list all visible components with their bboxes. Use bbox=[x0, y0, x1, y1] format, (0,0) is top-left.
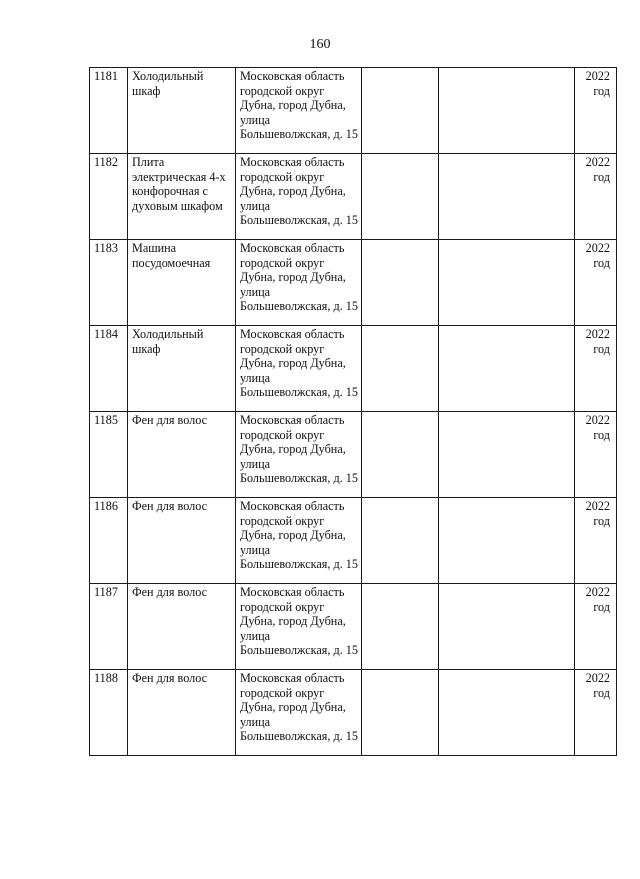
empty-cell bbox=[362, 412, 439, 498]
empty-cell bbox=[362, 584, 439, 670]
item-address: Московская область городской округ Дубна, город Дубна, улица Большеволжская, д. 15 bbox=[236, 498, 362, 584]
page-number: 160 bbox=[309, 37, 331, 52]
empty-cell bbox=[362, 498, 439, 584]
item-year: 2022 год bbox=[575, 584, 617, 670]
item-address: Московская область городской округ Дубна, город Дубна, улица Большеволжская, д. 15 bbox=[236, 670, 362, 756]
empty-cell bbox=[362, 154, 439, 240]
item-year: 2022 год bbox=[575, 498, 617, 584]
item-name: Холодильный шкаф bbox=[128, 326, 236, 412]
item-year: 2022 год bbox=[575, 154, 617, 240]
item-address: Московская область городской округ Дубна, город Дубна, улица Большеволжская, д. 15 bbox=[236, 68, 362, 154]
table-row bbox=[90, 670, 617, 756]
row-number: 1188 bbox=[90, 670, 128, 756]
item-address: Московская область городской округ Дубна, город Дубна, улица Большеволжская, д. 15 bbox=[236, 154, 362, 240]
table-row bbox=[90, 584, 617, 670]
item-year: 2022 год bbox=[575, 68, 617, 154]
empty-cell bbox=[439, 670, 575, 756]
empty-cell bbox=[362, 68, 439, 154]
row-number: 1186 bbox=[90, 498, 128, 584]
table-row bbox=[90, 68, 617, 154]
table-row bbox=[90, 412, 617, 498]
item-address: Московская область городской округ Дубна, город Дубна, улица Большеволжская, д. 15 bbox=[236, 240, 362, 326]
empty-cell bbox=[439, 498, 575, 584]
empty-cell bbox=[439, 412, 575, 498]
empty-cell bbox=[439, 68, 575, 154]
table-row bbox=[90, 240, 617, 326]
table-row bbox=[90, 498, 617, 584]
empty-cell bbox=[439, 154, 575, 240]
item-name: Плита электрическая 4-х конфорочная с духовым шкафом bbox=[128, 154, 236, 240]
item-year: 2022 год bbox=[575, 670, 617, 756]
empty-cell bbox=[362, 670, 439, 756]
row-number: 1182 bbox=[90, 154, 128, 240]
item-name: Фен для волос bbox=[128, 498, 236, 584]
item-address: Московская область городской округ Дубна, город Дубна, улица Большеволжская, д. 15 bbox=[236, 412, 362, 498]
row-number: 1183 bbox=[90, 240, 128, 326]
item-address: Московская область городской округ Дубна, город Дубна, улица Большеволжская, д. 15 bbox=[236, 326, 362, 412]
table-row bbox=[90, 154, 617, 240]
item-year: 2022 год bbox=[575, 240, 617, 326]
item-name: Фен для волос bbox=[128, 412, 236, 498]
item-name: Машина посудомоечная bbox=[128, 240, 236, 326]
item-address: Московская область городской округ Дубна, город Дубна, улица Большеволжская, д. 15 bbox=[236, 584, 362, 670]
row-number: 1181 bbox=[90, 68, 128, 154]
empty-cell bbox=[439, 584, 575, 670]
property-register-table bbox=[89, 67, 617, 756]
table-row bbox=[90, 326, 617, 412]
row-number: 1187 bbox=[90, 584, 128, 670]
empty-cell bbox=[439, 240, 575, 326]
row-number: 1184 bbox=[90, 326, 128, 412]
item-name: Холодильный шкаф bbox=[128, 68, 236, 154]
empty-cell bbox=[362, 326, 439, 412]
item-year: 2022 год bbox=[575, 412, 617, 498]
empty-cell bbox=[362, 240, 439, 326]
item-name: Фен для волос bbox=[128, 584, 236, 670]
empty-cell bbox=[439, 326, 575, 412]
item-year: 2022 год bbox=[575, 326, 617, 412]
item-name: Фен для волос bbox=[128, 670, 236, 756]
row-number: 1185 bbox=[90, 412, 128, 498]
